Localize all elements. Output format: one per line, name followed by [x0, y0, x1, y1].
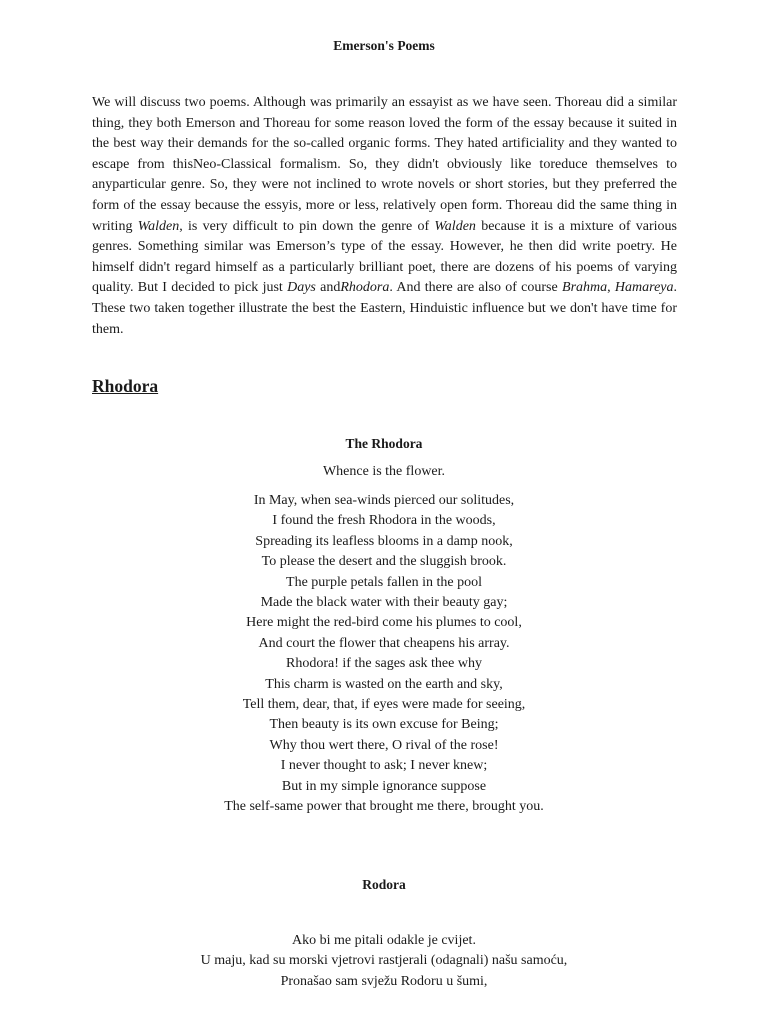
intro-text-segment: , is very difficult to pin down the genre of	[179, 218, 435, 234]
intro-text-segment: and	[315, 280, 341, 296]
poem-line: Rhodora! if the sages ask thee why	[286, 656, 482, 672]
poem-line: Why thou wert there, O rival of the rose!	[269, 737, 499, 753]
poem-line: And court the flower that cheapens his array.	[258, 635, 510, 651]
poem-line: Made the black water with their beauty gay;	[260, 595, 508, 611]
poem-line: I found the fresh Rhodora in the woods,	[272, 513, 496, 529]
translation-title: Rodora	[362, 877, 406, 892]
intro-paragraph	[92, 93, 677, 340]
poem-line: In May, when sea-winds pierced our solitudes,	[253, 493, 515, 508]
poem-line: Then beauty is its own excuse for Being;	[269, 717, 499, 733]
poem-title: The Rhodora	[345, 436, 423, 451]
intro-text-segment: ,	[607, 280, 615, 296]
intro-text-segment: . And there are also of course	[389, 280, 563, 296]
italic-title-reference: Days	[287, 280, 316, 296]
poem-line: Spreading its leafless blooms in a damp nook,	[255, 533, 513, 549]
poem-line: The self-same power that brought me there, brought you.	[224, 799, 544, 815]
italic-title-reference: Walden	[137, 218, 180, 234]
section-heading: Rhodora	[92, 376, 159, 396]
italic-title-reference: Hamareya	[614, 280, 674, 296]
translation-line: Pronašao sam svježu Rodoru u šumi,	[280, 973, 488, 989]
poem-lines	[0, 491, 768, 818]
poem-subtitle: Whence is the flower.	[322, 464, 446, 479]
document-title: Emerson's Poems	[333, 38, 435, 53]
poem-line: Tell them, dear, that, if eyes were made for seeing,	[242, 697, 526, 713]
poem-line: I never thought to ask; I never knew;	[280, 758, 488, 774]
translation-line: U maju, kad su morski vjetrovi rastjerali (odagnali) našu samoću,	[200, 953, 568, 969]
poem-line: To please the desert and the sluggish brook.	[261, 554, 507, 570]
intro-text-segment: because it is a mixture of various genres. Something similar was Emerson’s type of the essay. However, he then did write poetry. He himself didn't regard himself as a particularly brilliant poet, there are dozens of his poems of varying quality. But I decided to pick just	[92, 218, 677, 296]
poem-line: Here might the red-bird come his plumes to cool,	[246, 615, 522, 631]
translation-lines	[0, 931, 768, 992]
poem-line: This charm is wasted on the earth and sky,	[265, 676, 503, 692]
italic-title-reference: Rhodora	[340, 280, 390, 296]
italic-title-reference: Walden	[434, 218, 476, 234]
italic-title-reference: Brahma	[562, 280, 608, 296]
translation-line: Ako bi me pitali odakle je cvijet.	[292, 933, 476, 948]
intro-text-segment: We will discuss two poems. Although was primarily an essayist as we have seen. Thoreau did a similar thing, they both Emerson and Thoreau for some reason loved the form of the essay because it suited in the best way their demands for the so-called organic forms. They hated artificiality and they wanted to escape from thisNeo-Classical formalism. So, they didn't obviously like toreduce themselves to anyparticular genre. So, they were not inclined to wrote novels or short stories, but they preferred the form of the essay because the essyis, more or less, relatively open form. Thoreau did the same thing in writing	[92, 95, 677, 234]
poem-line: The purple petals fallen in the pool	[286, 574, 482, 590]
poem-line: But in my simple ignorance suppose	[281, 778, 487, 794]
intro-text-segment: . These two taken together illustrate the best the Eastern, Hinduistic influence but we don't have time for them.	[92, 280, 677, 337]
